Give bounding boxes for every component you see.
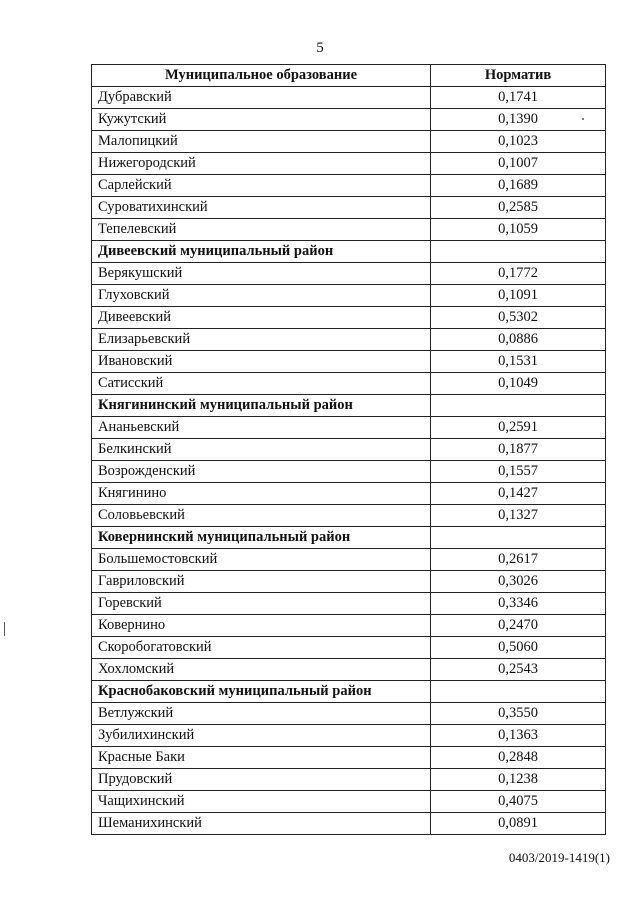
norm-value: 0,1772 (431, 263, 606, 285)
table-row (92, 725, 606, 747)
district-name: Княгининский муниципальный район (92, 395, 431, 417)
table-row (92, 813, 606, 835)
norm-value (431, 395, 606, 417)
table-row (92, 307, 606, 329)
table-row (92, 571, 606, 593)
norm-value: 0,3346 (431, 593, 606, 615)
norm-value: 0,0891 (431, 813, 606, 835)
municipality-name: Сатисский (92, 373, 431, 395)
norm-value: 0,3550 (431, 703, 606, 725)
norm-value: 0,5302 (431, 307, 606, 329)
norm-value: 0,2591 (431, 417, 606, 439)
table-row (92, 483, 606, 505)
header-norm: Норматив (431, 65, 606, 87)
header-row (92, 65, 606, 87)
municipality-name: Ковернино (92, 615, 431, 637)
table-row (92, 615, 606, 637)
municipality-name: Сарлейский (92, 175, 431, 197)
norm-value: 0,1363 (431, 725, 606, 747)
norm-value: 0,2617 (431, 549, 606, 571)
municipality-name: Ветлужский (92, 703, 431, 725)
municipality-name: Тепелевский (92, 219, 431, 241)
header-municipality: Муниципальное образование (92, 65, 431, 87)
municipality-name: Большемостовский (92, 549, 431, 571)
norm-table (91, 64, 606, 835)
municipality-name: Кужутский (92, 109, 431, 131)
table-row (92, 109, 606, 131)
table-row (92, 219, 606, 241)
municipality-name: Ананьевский (92, 417, 431, 439)
table-row (92, 329, 606, 351)
table-row (92, 417, 606, 439)
table-row (92, 703, 606, 725)
municipality-name: Ивановский (92, 351, 431, 373)
table-row (92, 769, 606, 791)
norm-value: 0,5060 (431, 637, 606, 659)
document-number: 0403/2019-1419(1) (508, 850, 610, 865)
scan-speck (4, 622, 5, 636)
table-row (92, 373, 606, 395)
municipality-name: Дубравский (92, 87, 431, 109)
district-header-row (92, 681, 606, 703)
municipality-name: Княгинино (92, 483, 431, 505)
norm-value: 0,2543 (431, 659, 606, 681)
municipality-name: Гавриловский (92, 571, 431, 593)
norm-value: 0,1741 (431, 87, 606, 109)
norm-value: 0,4075 (431, 791, 606, 813)
table-row (92, 131, 606, 153)
district-header-row (92, 241, 606, 263)
municipality-name: Верякушский (92, 263, 431, 285)
district-name: Дивеевский муниципальный район (92, 241, 431, 263)
table-row (92, 87, 606, 109)
table-row (92, 263, 606, 285)
table-row (92, 439, 606, 461)
table-row (92, 747, 606, 769)
norm-value: 0,1557 (431, 461, 606, 483)
table-row (92, 351, 606, 373)
norm-value: 0,0886 (431, 329, 606, 351)
norm-value: 0,1327 (431, 505, 606, 527)
norm-value: 0,1049 (431, 373, 606, 395)
municipality-name: Суроватихинский (92, 197, 431, 219)
table-row (92, 175, 606, 197)
norm-value (431, 681, 606, 703)
municipality-name: Малопицкий (92, 131, 431, 153)
norm-value: 0,1238 (431, 769, 606, 791)
municipality-name: Горевский (92, 593, 431, 615)
page-number: 5 (316, 40, 324, 56)
norm-value: 0,1007 (431, 153, 606, 175)
table-row (92, 593, 606, 615)
municipality-name: Чащихинский (92, 791, 431, 813)
norm-value: 0,1390 (431, 109, 606, 131)
table-row (92, 549, 606, 571)
table-row (92, 153, 606, 175)
table-row (92, 637, 606, 659)
norm-value (431, 527, 606, 549)
norm-value: 0,2585 (431, 197, 606, 219)
table-row (92, 197, 606, 219)
table-row (92, 285, 606, 307)
district-name: Краснобаковский муниципальный район (92, 681, 431, 703)
municipality-name: Возрожденский (92, 461, 431, 483)
table-row (92, 505, 606, 527)
municipality-name: Скоробогатовский (92, 637, 431, 659)
norm-value: 0,1059 (431, 219, 606, 241)
municipality-name: Глуховский (92, 285, 431, 307)
municipality-name: Белкинский (92, 439, 431, 461)
municipality-name: Прудовский (92, 769, 431, 791)
table-row (92, 461, 606, 483)
scan-speck (582, 118, 584, 120)
table-header (92, 65, 606, 87)
table-row (92, 791, 606, 813)
municipality-name: Зубилихинский (92, 725, 431, 747)
norm-value: 0,2470 (431, 615, 606, 637)
municipality-name: Дивеевский (92, 307, 431, 329)
municipality-name: Хохломский (92, 659, 431, 681)
municipality-name: Красные Баки (92, 747, 431, 769)
district-name: Ковернинский муниципальный район (92, 527, 431, 549)
norm-value: 0,2848 (431, 747, 606, 769)
municipality-name: Шеманихинский (92, 813, 431, 835)
norm-value: 0,3026 (431, 571, 606, 593)
norm-value: 0,1023 (431, 131, 606, 153)
norm-value: 0,1091 (431, 285, 606, 307)
municipality-name: Елизарьевский (92, 329, 431, 351)
district-header-row (92, 395, 606, 417)
norm-value: 0,1531 (431, 351, 606, 373)
norm-value: 0,1877 (431, 439, 606, 461)
district-header-row (92, 527, 606, 549)
municipality-name: Соловьевский (92, 505, 431, 527)
norm-value: 0,1427 (431, 483, 606, 505)
norm-value: 0,1689 (431, 175, 606, 197)
municipality-name: Нижегородский (92, 153, 431, 175)
norm-value (431, 241, 606, 263)
table-row (92, 659, 606, 681)
table-body (92, 87, 606, 835)
